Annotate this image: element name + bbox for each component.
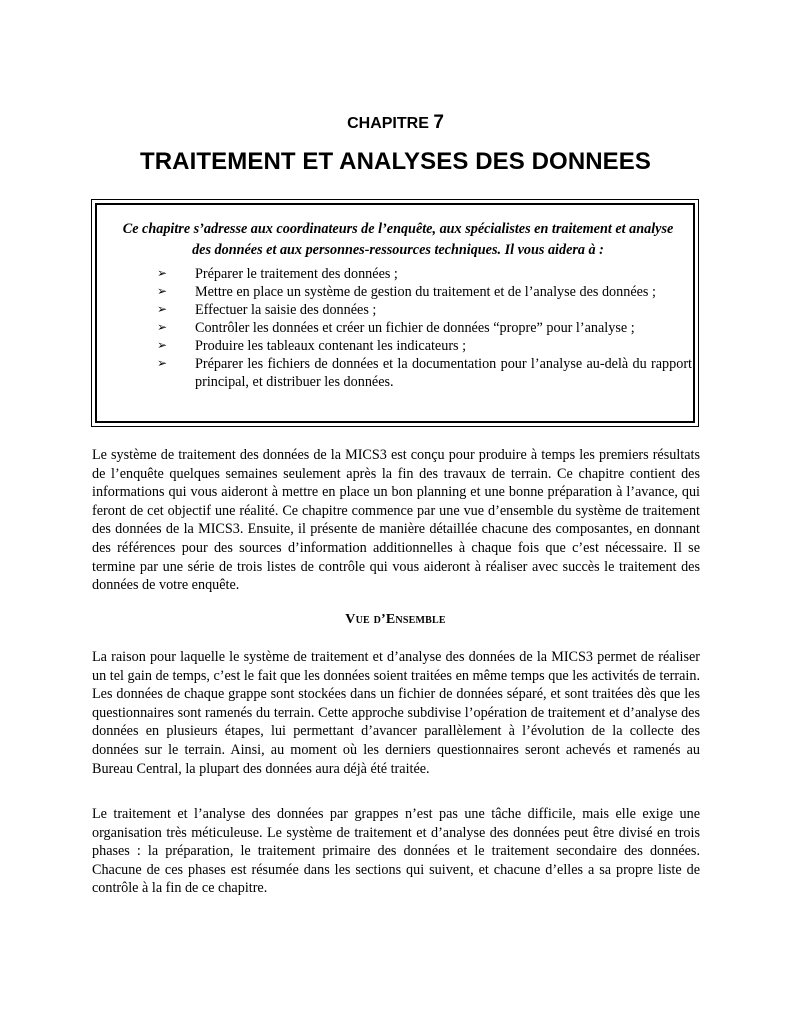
list-item <box>97 283 692 301</box>
arrowhead-bullet-icon: ➢ <box>157 284 168 298</box>
list-item <box>97 337 692 355</box>
arrowhead-bullet-icon: ➢ <box>157 266 168 280</box>
chapter-title: TRAITEMENT ET ANALYSES DES DONNEES <box>139 148 652 175</box>
arrowhead-bullet-icon: ➢ <box>157 356 168 370</box>
list-item <box>97 355 692 391</box>
list-item-text: Préparer les fichiers de données et la documentation pour l’analyse au-delà du rapport principal, et distribuer les données. <box>195 356 692 390</box>
arrowhead-bullet-icon: ➢ <box>157 302 168 316</box>
list-item-text: Effectuer la saisie des données ; <box>195 302 377 318</box>
overview-paragraph-2: Le traitement et l’analyse des données par grappes n’est pas une tâche difficile, mais elle exige une organisation très méticuleuse. Le système de traitement et d’analyse des données peut être divisé en trois phases : la préparation, le traitement primaire des données et le traitement secondaire des données. Chacune de ces phases est résumée dans les sections qui suivent, et chacune d’elles a sa propre liste de contrôle à la fin de ce chapitre. <box>92 806 700 897</box>
list-item <box>97 301 692 319</box>
objectives-box <box>91 199 699 427</box>
list-item-text: Préparer le traitement des données ; <box>195 266 398 282</box>
objectives-box-inner-border <box>95 203 695 423</box>
list-item <box>97 319 692 337</box>
objectives-list <box>97 265 701 391</box>
chapter-number: 7 <box>433 112 444 133</box>
list-item-text: Produire les tableaux contenant les indicateurs ; <box>195 338 467 354</box>
list-item <box>97 265 692 283</box>
arrowhead-bullet-icon: ➢ <box>157 320 168 334</box>
list-item-text: Mettre en place un système de gestion du traitement et de l’analyse des données ; <box>195 284 656 300</box>
chapter-word: CHAPITRE <box>347 115 429 132</box>
intro-paragraph: Le système de traitement des données de la MICS3 est conçu pour produire à temps les premiers résultats de l’enquête quelques semaines seulement après la fin des travaux de terrain. Ce chapitre contient des informations qui vous aideront à mettre en place un bon planning et une bonne préparation à l’avance, qui feront de cet objectif une réalité. Ce chapitre commence par une vue d’ensemble du système de traitement des données de la MICS3. Ensuite, il présente de manière détaillée chacune des composantes, en donnant des références pour des sources d’information additionnelles à chaque fois que c’est nécessaire. Il se termine par une série de trois listes de contrôle qui vous aideront à réaliser avec succès le traitement des données de votre enquête. <box>92 447 700 594</box>
objectives-intro: Ce chapitre s’adresse aux coordinateurs de l’enquête, aux spécialistes en traitement et analyse des données et aux personnes-ressources techniques. Il vous aidera à : <box>122 221 674 258</box>
chapter-label <box>0 112 791 134</box>
arrowhead-bullet-icon: ➢ <box>157 338 168 352</box>
section-heading-overview: Vue d’Ensemble <box>345 612 446 627</box>
overview-paragraph-1: La raison pour laquelle le système de traitement et d’analyse des données de la MICS3 permet de réaliser un tel gain de temps, c’est le fait que les données soient traitées en même temps que les activités de terrain. Les données de chaque grappe sont stockées dans un fichier de données séparé, et sont traitées dès que les questionnaires sont ramenés du terrain. Cette approche subdivise l’opération de traitement et d’analyse des données en plusieurs étapes, lui permettant d’avancer parallèlement à l’évolution de la collecte des données sur le terrain. Ainsi, au moment où les derniers questionnaires seront achevés et ramenés au Bureau Central, la plupart des données aura déjà été traitée. <box>92 649 700 777</box>
list-item-text: Contrôler les données et créer un fichier de données “propre” pour l’analyse ; <box>195 320 635 336</box>
